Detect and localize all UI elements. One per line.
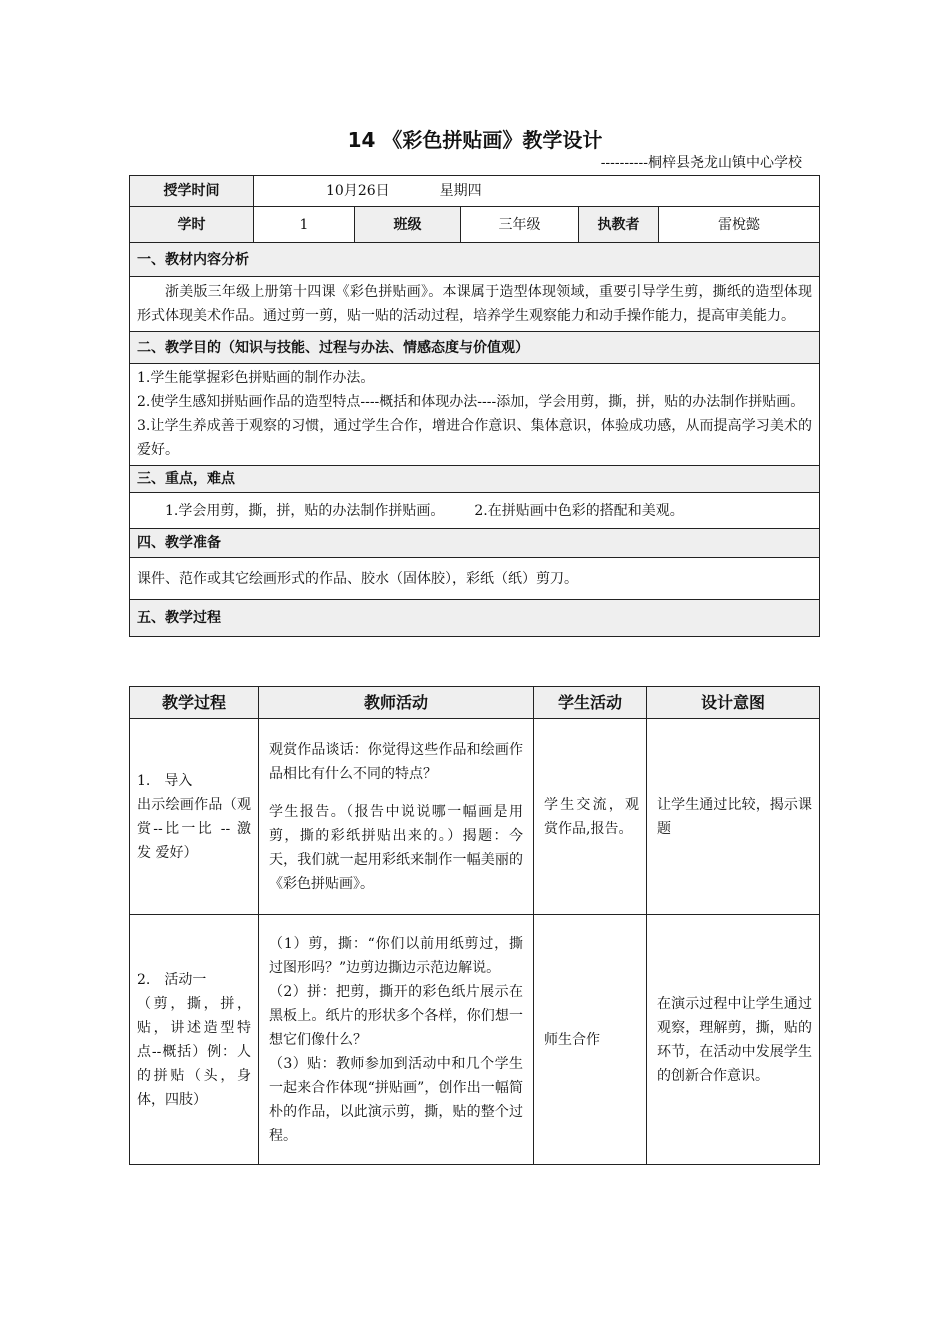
step-desc: （剪，撕，拼，贴，讲述造型特点--概括）例：人的拼贴（头，身体，四肢）	[137, 995, 251, 1108]
key-point-2: 2.在拼贴画中色彩的搭配和美观。	[474, 502, 684, 519]
section-4-body: 课件、范作或其它绘画形式的作品、胶水（固体胶），彩纸（纸）剪刀。	[130, 558, 820, 600]
section-1-title: 一、教材内容分析	[130, 243, 820, 277]
table-row	[130, 915, 820, 1165]
table-row	[130, 719, 820, 915]
teaching-weekday: 星期四	[439, 183, 482, 199]
process-step	[130, 915, 259, 1165]
section-2-body	[130, 364, 820, 466]
section-5-title: 五、教学过程	[130, 600, 820, 637]
teacher-activity-text: （2）拼：把剪，撕开的彩色纸片展示在黑板上。纸片的形状多个各样，你们想一想它们像什么？	[269, 983, 523, 1048]
process-step	[130, 719, 259, 915]
process-header-step: 教学过程	[130, 687, 259, 719]
section-3-body	[130, 493, 820, 529]
period-value: 1	[254, 207, 355, 243]
class-value: 三年级	[461, 207, 579, 243]
objective-item: 1.学生能掌握彩色拼贴画的制作办法。	[137, 370, 375, 386]
step-title: 2. 活动一	[137, 971, 207, 988]
class-label: 班级	[355, 207, 461, 243]
objective-item: 3.让学生养成善于观察的习惯，通过学生合作，增进合作意识、集体意识，体验成功感，从而提高学习美术的爱好。	[137, 418, 813, 458]
process-header-student: 学生活动	[534, 687, 647, 719]
teacher-activity-text: （3）贴：教师参加到活动中和几个学生一起来合作体现“拼贴画”，创作出一幅简朴的作品，以此演示剪，撕，贴的整个过程。	[269, 1055, 523, 1144]
section-1-body	[130, 277, 820, 332]
process-header-intent: 设计意图	[647, 687, 820, 719]
teaching-time-value	[254, 176, 820, 207]
objective-item: 2.使学生感知拼贴画作品的造型特点----概括和体现办法----添加，学会用剪，撕，拼，贴的办法制作拼贴画。	[137, 394, 805, 410]
school-name: ----------桐梓县尧龙山镇中心学校	[600, 155, 802, 171]
design-intent: 在演示过程中让学生通过观察，理解剪，撕，贴的环节，在活动中发展学生的创新合作意识。	[647, 915, 820, 1165]
lesson-info-table	[129, 175, 820, 637]
key-point-1: 1.学会用剪，撕，拼，贴的办法制作拼贴画。	[165, 502, 445, 519]
section-2-title: 二、教学目的（知识与技能、过程与办法、情感态度与价值观）	[130, 332, 820, 364]
student-activity: 师生合作	[534, 915, 647, 1165]
section-3-title: 三、重点，难点	[130, 466, 820, 493]
teacher-activity	[259, 719, 534, 915]
teaching-time-label: 授学时间	[130, 176, 254, 207]
process-header-teacher: 教师活动	[259, 687, 534, 719]
step-desc: 出示绘画作品（观赏--比一比 -- 激 发 爱好）	[137, 796, 251, 861]
teacher-label: 执教者	[579, 207, 659, 243]
design-intent: 让学生通过比较，揭示课题	[647, 719, 820, 915]
teacher-activity-text: 观赏作品谈话：你觉得这些作品和绘画作品相比有什么不同的特点？	[269, 741, 523, 782]
student-activity: 学生交流，观赏作品,报告。	[534, 719, 647, 915]
document-title: 14 《彩色拼贴画》教学设计	[347, 128, 603, 152]
teaching-process-table	[129, 686, 820, 1165]
section-4-title: 四、教学准备	[130, 529, 820, 558]
teacher-activity-text: （1）剪，撕：“你们以前用纸剪过，撕过图形吗？”边剪边撕边示范边解说。	[269, 935, 523, 976]
teaching-date: 10月26日	[326, 183, 390, 199]
step-title: 1. 导入	[137, 772, 193, 789]
teacher-value: 雷梲懿	[659, 207, 820, 243]
teacher-activity-text: 学生报告。（报告中说说哪一幅画是用剪，撕的彩纸拼贴出来的。）揭题：今天，我们就一起用彩纸来制作一幅美丽的《彩色拼贴画》。	[269, 803, 523, 892]
section-1-text: 浙美版三年级上册第十四课《彩色拼贴画》。本课属于造型体现领域，重要引导学生剪，撕纸的造型体现形式体现美术作品。通过剪一剪，贴一贴的活动过程，培养学生观察能力和动手操作能力，提高审美能力。	[137, 284, 813, 324]
teacher-activity	[259, 915, 534, 1165]
period-label: 学时	[130, 207, 254, 243]
